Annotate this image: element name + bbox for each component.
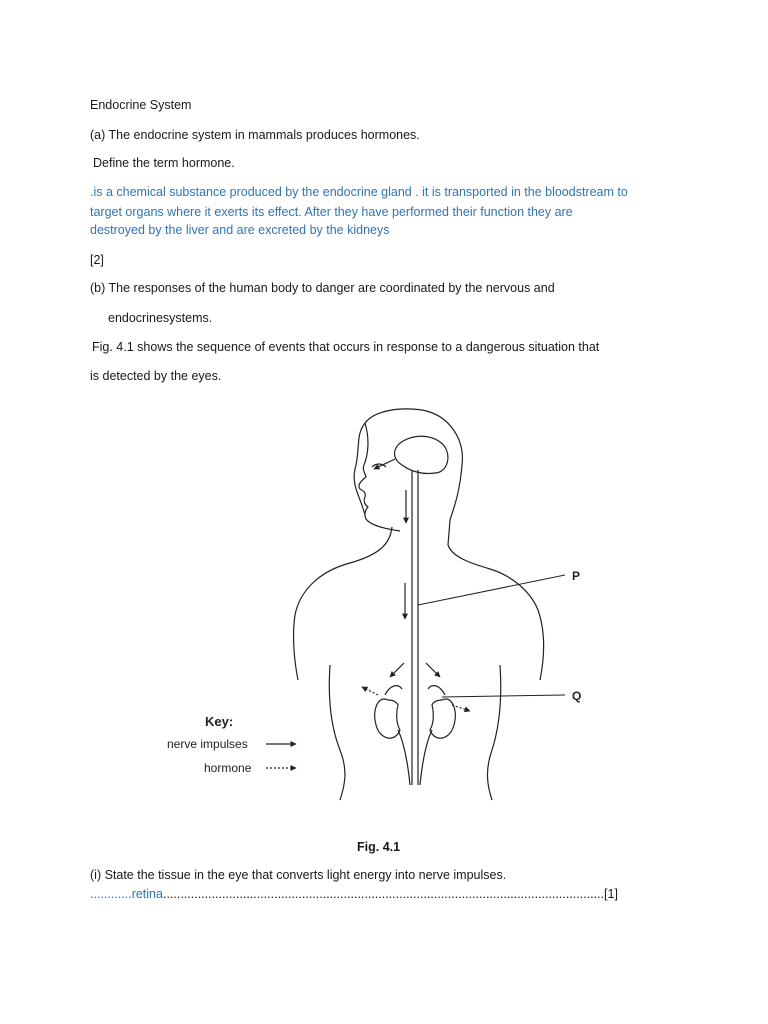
- face-profile: [359, 423, 400, 531]
- answer-line-3: destroyed by the liver and are excreted by the kidneys: [90, 223, 390, 237]
- head-outline: [354, 409, 462, 545]
- mark-a: [2]: [90, 253, 104, 267]
- figure-caption: Fig. 4.1: [357, 840, 401, 854]
- spinal-cord: [412, 470, 418, 785]
- answer-line-1: .is a chemical substance produced by the endocrine gland . it is transported in the bloodstream to: [90, 185, 628, 199]
- answer-retina: retina: [131, 887, 163, 901]
- answer-dots-before: ............: [90, 887, 132, 901]
- fig-intro-line-2: is detected by the eyes.: [90, 369, 222, 383]
- torso-right: [448, 545, 544, 680]
- brain: [395, 436, 448, 473]
- answer-line-2: target organs where it exerts its effect. After they have performed their function they are: [90, 205, 573, 219]
- key-hormone-label: hormone: [204, 761, 252, 775]
- hormone-arrow-left: [362, 687, 378, 695]
- question-b-line-1: (b) The responses of the human body to danger are coordinated by the nervous and: [90, 281, 555, 295]
- question-b-line-2: endocrinesystems.: [108, 311, 213, 325]
- kidney-right: [430, 699, 455, 738]
- torso-left: [294, 527, 392, 680]
- heading: Endocrine System: [90, 98, 192, 112]
- adrenal-right: [428, 686, 445, 695]
- figure-4-1: [160, 405, 600, 805]
- pointer-q: [442, 695, 565, 697]
- define-prompt: Define the term hormone.: [93, 156, 235, 170]
- label-p: P: [572, 569, 581, 583]
- pointer-p: [418, 575, 565, 605]
- question-i: (i) State the tissue in the eye that converts light energy into nerve impulses.: [90, 868, 507, 882]
- fig-intro-line-1: Fig. 4.1 shows the sequence of events that occurs in response to a dangerous situation that: [92, 340, 600, 354]
- nerve-arrow-adrenal-left: [390, 663, 404, 677]
- answer-dots-after: ...............................................................................................................................: [162, 887, 605, 901]
- nerve-arrow-adrenal-right: [426, 663, 440, 677]
- waist-right: [487, 665, 500, 800]
- kidney-left: [375, 699, 400, 738]
- question-a: (a) The endocrine system in mammals produces hormones.: [90, 128, 420, 142]
- mark-i: [1]: [604, 887, 618, 901]
- key-nerve-label: nerve impulses: [167, 737, 248, 751]
- key-title: Key:: [205, 714, 234, 729]
- answer-i-line: [90, 887, 618, 901]
- adrenal-left: [385, 686, 402, 695]
- waist-left: [329, 665, 345, 800]
- label-q: Q: [572, 689, 582, 703]
